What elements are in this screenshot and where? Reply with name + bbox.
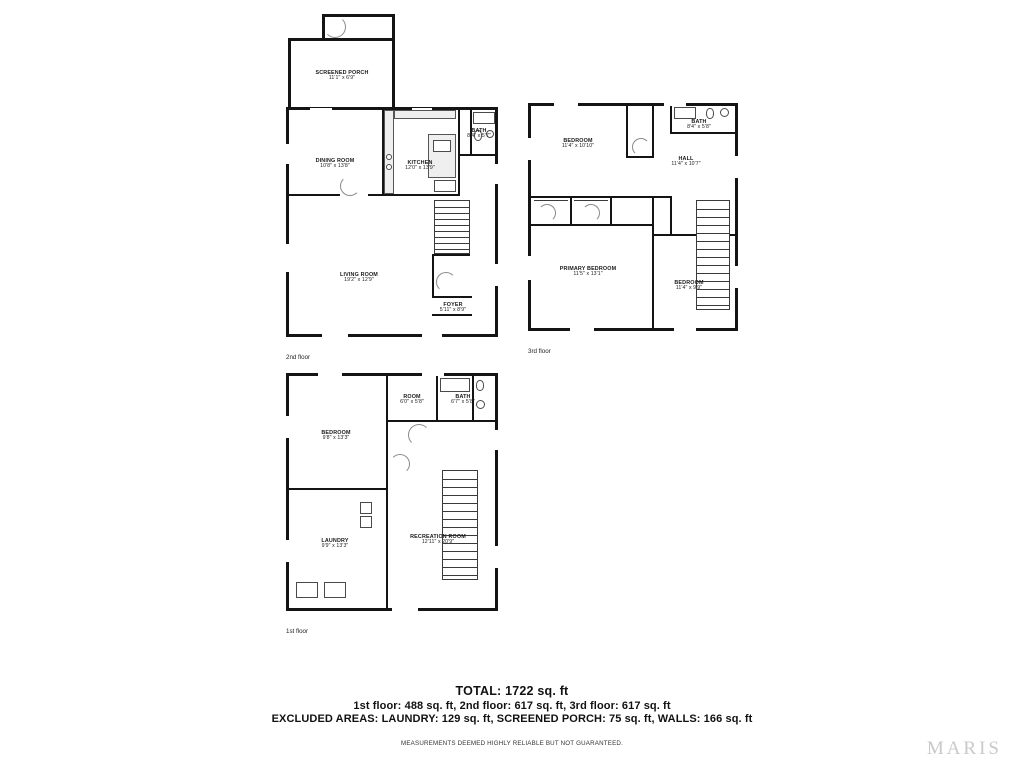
wall xyxy=(570,196,572,224)
room-label-bath: BATH 8'4" x 5'7" xyxy=(467,128,491,140)
window xyxy=(286,144,288,164)
wall xyxy=(286,373,289,611)
door-arc xyxy=(538,204,556,222)
wall xyxy=(626,106,628,158)
wall xyxy=(382,194,460,196)
bathtub-icon xyxy=(440,378,470,392)
staircase xyxy=(442,470,478,580)
door-arc xyxy=(390,454,410,474)
room-label-kitchen: KITCHEN 12'0" x 13'9" xyxy=(405,160,435,172)
window xyxy=(392,608,418,610)
wall xyxy=(368,194,384,196)
toilet-icon xyxy=(476,380,484,391)
window xyxy=(735,266,737,288)
room-label-foyer: FOYER 5'11" x 8'9" xyxy=(439,302,467,314)
wall xyxy=(432,254,434,298)
wall xyxy=(386,490,388,608)
room-label-bath: BATH 6'7" x 5'8" xyxy=(451,394,475,406)
room-label-hall: HALL 11'4" x 10'7" xyxy=(671,156,701,168)
wall xyxy=(670,132,736,134)
window xyxy=(495,430,497,450)
window xyxy=(286,244,288,272)
wall xyxy=(652,106,654,158)
cabinet xyxy=(324,582,346,598)
counter xyxy=(394,110,456,119)
wall xyxy=(432,296,472,298)
room-label-living-room: LIVING ROOM 19'2" x 12'9" xyxy=(340,272,378,284)
cabinet xyxy=(296,582,318,598)
room-label-recreation-room: RECREATION ROOM 12'11" x 20'9" xyxy=(410,534,466,546)
window xyxy=(422,334,442,336)
floor-plan-3rd xyxy=(524,96,738,355)
wall xyxy=(735,103,738,331)
floor-plan-1st xyxy=(282,370,500,640)
room-label-bedroom-front: BEDROOM 11'4" x 10'10" xyxy=(561,138,595,150)
wall xyxy=(652,196,654,234)
refrigerator-icon xyxy=(434,180,456,192)
toilet-icon xyxy=(706,108,714,119)
counter xyxy=(384,110,394,194)
closet-divider xyxy=(574,200,608,201)
door-arc xyxy=(436,272,456,292)
window xyxy=(664,103,686,105)
staircase xyxy=(696,200,730,310)
window xyxy=(495,264,497,286)
window xyxy=(286,416,288,438)
window xyxy=(495,546,497,568)
wall xyxy=(628,156,654,158)
door-arc xyxy=(340,176,360,196)
staircase xyxy=(434,200,470,254)
window xyxy=(310,108,332,110)
wall xyxy=(288,488,388,490)
dryer-icon xyxy=(360,516,372,528)
floor-plan-2nd xyxy=(282,14,500,361)
wall xyxy=(460,154,498,156)
excluded-area: EXCLUDED AREAS: LAUNDRY: 129 sq. ft, SCREENED PORCH: 75 sq. ft, WALLS: 166 sq. ft xyxy=(271,713,753,725)
wall xyxy=(528,328,738,331)
window xyxy=(528,138,530,160)
measurement-disclaimer: MEASUREMENTS DEEMED HIGHLY RELIABLE BUT NOT GUARANTEED. xyxy=(401,740,623,747)
sink-icon xyxy=(720,108,729,117)
room-label-bedroom: BEDROOM 9'8" x 13'3" xyxy=(321,430,351,442)
wall xyxy=(392,14,395,110)
room-label-dining-room: DINING ROOM 10'8" x 13'8" xyxy=(315,158,355,170)
window xyxy=(528,256,530,280)
floor-caption-2nd: 2nd floor xyxy=(286,354,311,361)
wall xyxy=(652,196,672,198)
wall xyxy=(495,373,498,611)
bathtub-icon xyxy=(473,112,495,124)
window xyxy=(495,164,497,184)
room-label-room: ROOM 6'0" x 5'8" xyxy=(400,394,424,406)
window xyxy=(286,540,288,562)
maris-watermark: MARIS xyxy=(926,738,1002,759)
window xyxy=(322,334,348,336)
wall xyxy=(286,334,498,337)
wall xyxy=(438,420,498,422)
wall xyxy=(458,110,460,196)
wall xyxy=(432,254,470,256)
floor-caption-3rd: 3rd floor xyxy=(528,348,551,355)
room-label-bath: BATH 8'4" x 5'8" xyxy=(687,119,711,131)
floor-caption-1st: 1st floor xyxy=(286,628,309,635)
door-arc xyxy=(632,138,650,156)
door-arc xyxy=(582,204,600,222)
wall xyxy=(610,196,612,224)
total-area: TOTAL: 1722 sq. ft xyxy=(455,684,569,698)
room-label-bedroom-rear: BEDROOM 11'4" x 9'9" xyxy=(674,280,704,292)
wall xyxy=(288,38,291,110)
window xyxy=(554,103,578,105)
wall xyxy=(432,314,472,316)
window xyxy=(318,373,342,375)
wall xyxy=(495,107,498,337)
window xyxy=(422,373,444,375)
wall xyxy=(288,194,340,196)
wall xyxy=(530,224,652,226)
bathtub-icon xyxy=(674,107,696,119)
door-arc xyxy=(324,16,346,38)
sink-icon xyxy=(433,140,451,152)
room-label-laundry: LAUNDRY 9'9" x 13'3" xyxy=(321,538,349,550)
room-label-screened-porch: SCREENED PORCH 11'1" x 6'9" xyxy=(315,70,369,82)
wall xyxy=(670,196,672,234)
closet-divider xyxy=(534,200,568,201)
area-summary xyxy=(0,684,1024,725)
wall xyxy=(436,376,438,422)
wall xyxy=(288,38,395,41)
window xyxy=(735,156,737,178)
door-arc xyxy=(408,424,430,446)
wall xyxy=(286,107,289,337)
wall xyxy=(388,420,438,422)
window xyxy=(674,328,696,330)
wall xyxy=(670,106,672,134)
room-label-primary-bedroom: PRIMARY BEDROOM 11'5" x 13'1" xyxy=(559,266,617,278)
window xyxy=(570,328,594,330)
wall xyxy=(530,196,652,198)
washer-icon xyxy=(360,502,372,514)
per-floor-area: 1st floor: 488 sq. ft, 2nd floor: 617 sq. ft, 3rd floor: 617 sq. ft xyxy=(353,700,671,712)
